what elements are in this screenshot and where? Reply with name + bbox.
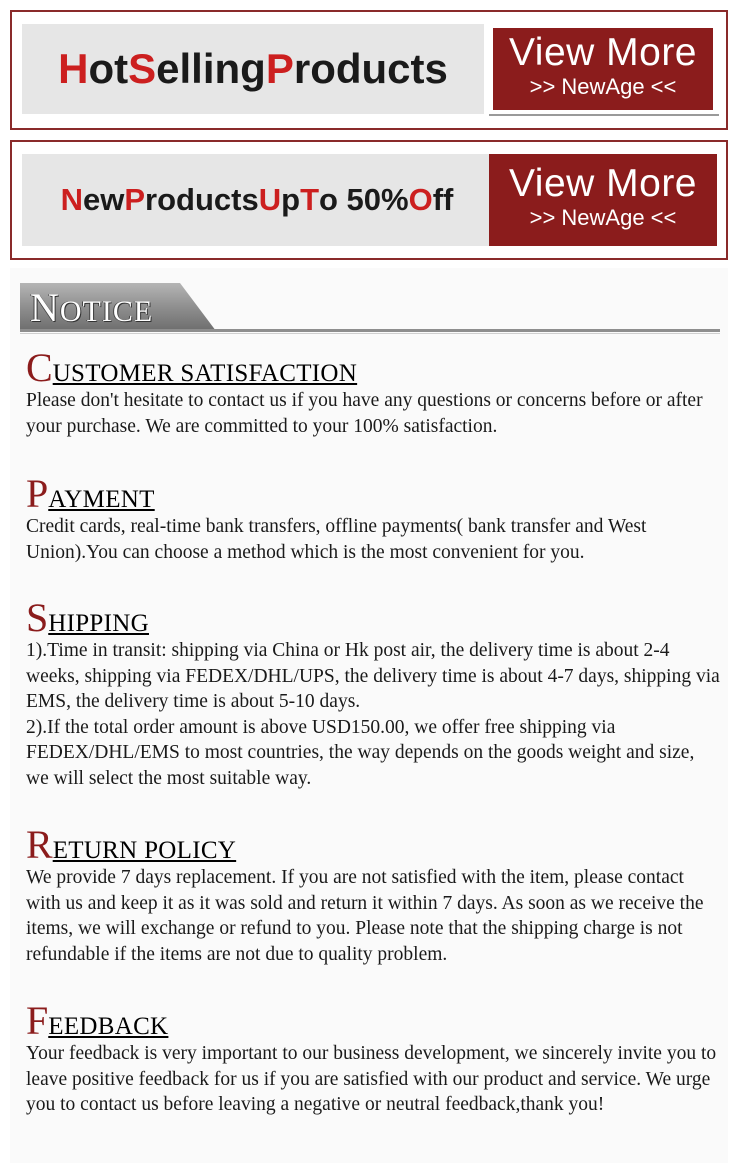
title-segment: T xyxy=(300,182,319,217)
heading-rest: ETURN POLICY xyxy=(52,837,237,864)
title-segment: S xyxy=(128,45,157,92)
section-heading xyxy=(26,345,720,390)
hot-selling-banner[interactable] xyxy=(10,10,728,130)
section-body: 2).If the total order amount is above USD150.00, we offer free shipping via FEDEX/DHL/EMS to most countries, the way depends on the goods weight and size, we will select the most suitable way. xyxy=(26,716,695,789)
view-more-button[interactable] xyxy=(493,28,713,110)
view-more-button[interactable] xyxy=(489,154,717,246)
title-segment: U xyxy=(258,182,282,217)
title-segment: elling xyxy=(156,45,266,92)
section-body: 1).Time in transit: shipping via China or Hk post air, the delivery time is about 2-4 weeks, shipping via FEDEX/DHL/UPS, the delivery time is about 4-7 days, shipping via EMS, the delivery time is about 5-10 days. xyxy=(26,640,720,712)
title-segment: N xyxy=(60,182,83,217)
title-segment: roducts xyxy=(145,182,259,217)
heading-rest: USTOMER SATISFACTION xyxy=(52,360,358,387)
heading-rest: EEDBACK xyxy=(48,1013,169,1040)
section-body: Credit cards, real-time bank transfers, offline payments( bank transfer and West Union).You can choose a method which is the most convenient for you. xyxy=(26,516,647,563)
title-segment: ot xyxy=(88,45,129,92)
section-heading xyxy=(26,822,720,867)
heading-initial: S xyxy=(26,595,49,640)
title-segment: H xyxy=(58,45,89,92)
title-segment: ff xyxy=(432,182,454,217)
hot-selling-title xyxy=(22,24,484,114)
title-segment: p xyxy=(281,182,301,217)
notice-rest: OTICE xyxy=(59,295,154,328)
title-segment: ew xyxy=(83,182,125,217)
heading-initial: R xyxy=(26,822,53,867)
section-customer-satisfaction xyxy=(26,345,720,439)
section-heading xyxy=(26,998,720,1043)
title-segment: roducts xyxy=(293,45,448,92)
heading-initial: P xyxy=(26,471,49,516)
section-body: Your feedback is very important to our business development, we sincerely invite you to leave positive feedback for us if you are satisfied with our product and service. We urge you to contact us before leaving a negative or neutral feedback,thank you! xyxy=(26,1043,717,1115)
notice-divider-shadow xyxy=(20,333,720,334)
heading-initial: C xyxy=(26,345,53,390)
section-heading xyxy=(26,471,720,516)
view-more-label: View More xyxy=(508,31,698,74)
section-body: Please don't hesitate to contact us if you have any questions or concerns before or after your purchase. We are committed to your 100% satisfaction. xyxy=(26,390,703,437)
notice-heading xyxy=(30,286,153,330)
heading-initial: F xyxy=(26,998,49,1043)
title-segment: O xyxy=(408,182,433,217)
newage-label: >> NewAge << xyxy=(529,74,677,99)
section-payment xyxy=(26,471,720,565)
notice-initial: N xyxy=(30,285,60,330)
section-shipping xyxy=(26,595,720,791)
section-return-policy xyxy=(26,822,720,967)
heading-rest: AYMENT xyxy=(48,486,155,513)
section-body: We provide 7 days replacement. If you are not satisfied with the item, please contact with us and keep it as it was sold and return it within 7 days. As soon as we receive the items, we will exchange or refund to you. Please note that the shipping charge is not refundable if the items are not due to quality problem. xyxy=(26,867,704,965)
new-products-banner[interactable] xyxy=(10,140,728,260)
button-shadow xyxy=(489,114,719,116)
heading-rest: HIPPING xyxy=(48,610,149,637)
title-segment: P xyxy=(124,182,146,217)
title-segment: o 50% xyxy=(319,182,409,217)
section-feedback xyxy=(26,998,720,1118)
title-segment: P xyxy=(265,45,294,92)
newage-label: >> NewAge << xyxy=(529,205,677,230)
view-more-label: View More xyxy=(508,162,698,205)
new-products-title xyxy=(22,154,492,246)
section-heading xyxy=(26,595,720,640)
